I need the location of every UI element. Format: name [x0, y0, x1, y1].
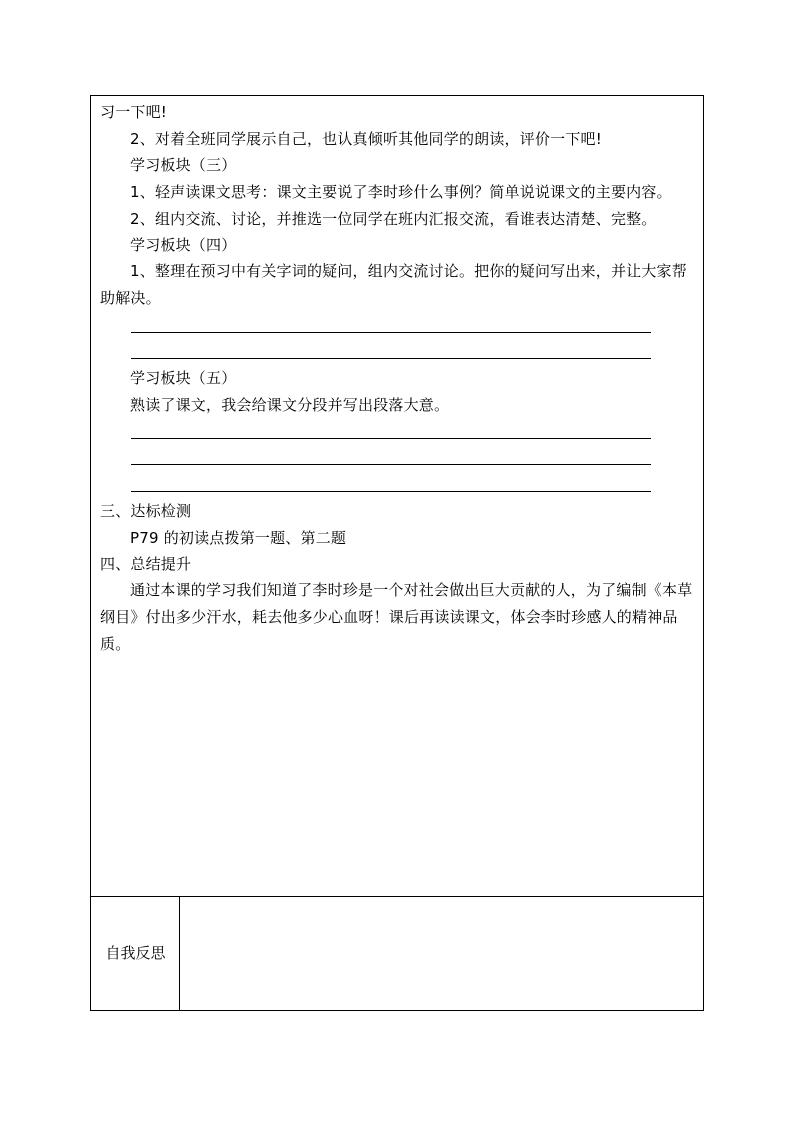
answer-line-1 — [131, 332, 651, 333]
text-line-5: 2、组内交流、讨论，并推选一位同学在班内汇报交流，看谁表达清楚、完整。 — [130, 210, 657, 228]
lesson-plan-table — [90, 95, 704, 1011]
reflection-answer-cell[interactable] — [180, 897, 703, 1010]
text-paragraph-7: 1、整理在预习中有关字词的疑问，组内交流讨论。把你的疑问写出来，并让大家帮助解决。 — [100, 262, 687, 307]
text-paragraph-13: 通过本课的学习我们知道了李时珍是一个对社会做出巨大贡献的人，为了编制《本草纲目》付出多少汗水，耗去他多少心血呀！课后再读读课文，体会李时珍感人的精神品质。 — [100, 581, 693, 653]
reflection-label-cell — [91, 897, 180, 1010]
text-line-2: 2、对着全班同学展示自己，也认真倾听其他同学的朗读，评价一下吧! — [130, 130, 602, 148]
answer-line-4 — [131, 464, 651, 465]
answer-line-3 — [131, 438, 651, 439]
section-heading-assessment: 三、达标检测 — [100, 502, 192, 520]
reflection-row — [91, 897, 703, 1010]
answer-line-5 — [131, 491, 651, 492]
section-heading-3: 学习板块（三） — [130, 156, 237, 174]
text-line-1: 习一下吧! — [100, 103, 168, 121]
section-heading-5: 学习板块（五） — [130, 369, 237, 387]
lesson-content-cell — [91, 96, 703, 897]
text-line-11: P79 的初读点拨第一题、第二题 — [130, 529, 347, 547]
text-line-9: 熟读了课文，我会给课文分段并写出段落大意。 — [130, 396, 450, 414]
text-line-4: 1、轻声读课文思考：课文主要说了李时珍什么事例？简单说说课文的主要内容。 — [130, 183, 672, 201]
section-heading-4: 学习板块（四） — [130, 236, 237, 254]
reflection-label: 自我反思 — [105, 944, 166, 962]
section-heading-summary: 四、总结提升 — [100, 555, 192, 573]
answer-line-2 — [131, 358, 651, 359]
